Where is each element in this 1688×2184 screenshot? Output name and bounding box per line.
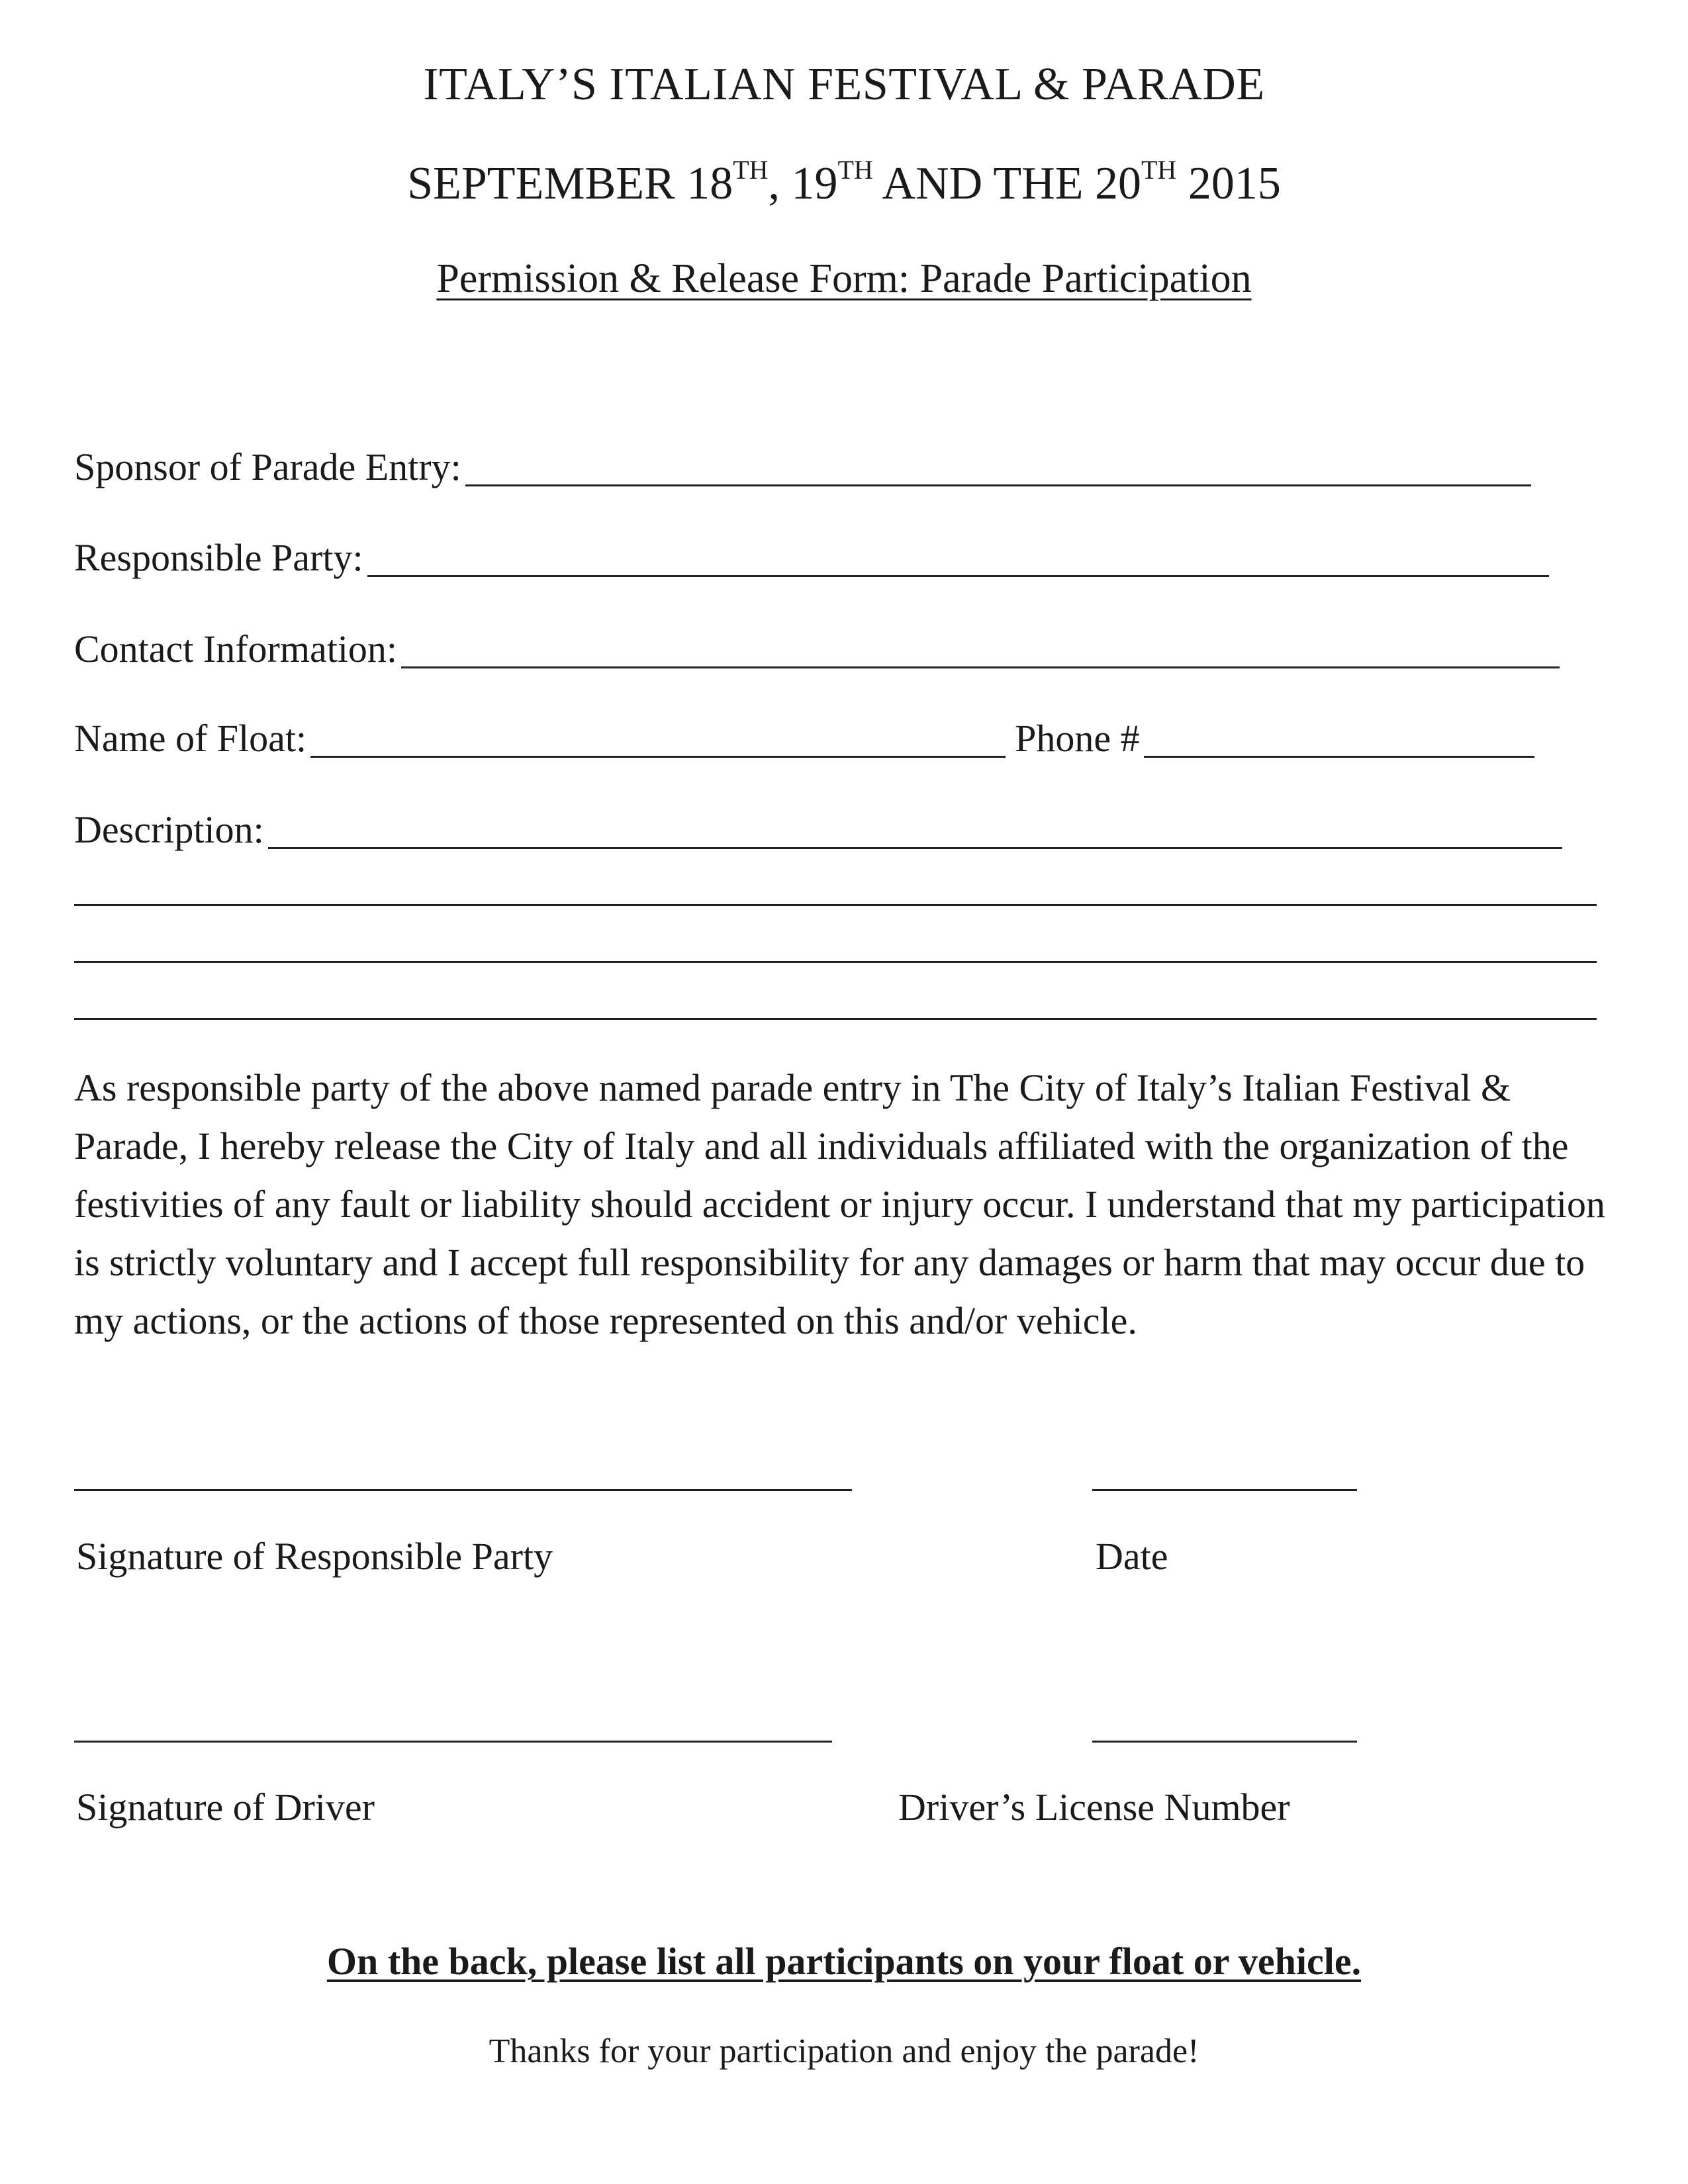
- dates-mid-2: AND THE 20: [872, 158, 1141, 209]
- responsible-party-field-row: [74, 524, 1549, 577]
- contact-label: Contact Information:: [74, 627, 398, 670]
- date-label: Date: [1096, 1535, 1168, 1578]
- sponsor-input-line[interactable]: [465, 447, 1531, 486]
- description-line-2[interactable]: [74, 904, 1597, 906]
- responsible-party-signature-line[interactable]: [74, 1489, 852, 1491]
- description-line-3[interactable]: [74, 961, 1597, 963]
- festival-dates: [0, 155, 1688, 210]
- dates-suffix: 2015: [1176, 158, 1281, 209]
- description-label: Description:: [74, 808, 264, 851]
- sponsor-label: Sponsor of Parade Entry:: [74, 445, 461, 488]
- license-number-label: Driver’s License Number: [898, 1786, 1290, 1829]
- responsible-party-label: Responsible Party:: [74, 536, 363, 579]
- dates-ordinal-2: TH: [837, 155, 873, 185]
- driver-signature-line[interactable]: [74, 1741, 832, 1743]
- dates-mid-1: , 19: [768, 158, 838, 209]
- phone-input-line[interactable]: [1144, 719, 1534, 758]
- dates-prefix: SEPTEMBER 18: [407, 158, 733, 209]
- form-title: ITALY’S ITALIAN FESTIVAL & PARADE: [423, 59, 1265, 110]
- responsible-party-signature-label: Signature of Responsible Party: [76, 1535, 553, 1578]
- description-field-row: [74, 796, 1562, 849]
- form-subtitle: Permission & Release Form: Parade Participation: [436, 256, 1252, 301]
- driver-signature-label: Signature of Driver: [76, 1786, 375, 1829]
- dates-ordinal-1: TH: [733, 155, 769, 185]
- float-name-input-line[interactable]: [310, 719, 1006, 758]
- float-field-row: [74, 705, 1534, 758]
- description-line-4[interactable]: [74, 1018, 1597, 1020]
- description-input-line[interactable]: [268, 810, 1562, 849]
- float-name-label: Name of Float:: [74, 717, 307, 760]
- thanks-message: Thanks for your participation and enjoy the parade!: [489, 2032, 1199, 2070]
- license-number-line[interactable]: [1092, 1741, 1357, 1743]
- back-page-note: On the back, please list all participants on your float or vehicle.: [326, 1940, 1362, 1983]
- responsible-party-input-line[interactable]: [367, 538, 1549, 577]
- contact-field-row: [74, 615, 1560, 668]
- sponsor-field-row: [74, 433, 1531, 486]
- dates-ordinal-3: TH: [1141, 155, 1177, 185]
- release-paragraph: As responsible party of the above named parade entry in The City of Italy’s Italian Festival & Parade, I hereby release the City of Italy and all individuals affiliated with the organization of the festivities of any fault or liability should accident or injury occur. I understand that my participation is strictly voluntary and I accept full responsibility for any damages or harm that may occur due to my actions, or the actions of those represented on this and/or vehicle.: [74, 1066, 1605, 1342]
- date-line[interactable]: [1092, 1489, 1357, 1491]
- phone-label: Phone #: [1015, 717, 1140, 760]
- contact-input-line[interactable]: [401, 629, 1560, 668]
